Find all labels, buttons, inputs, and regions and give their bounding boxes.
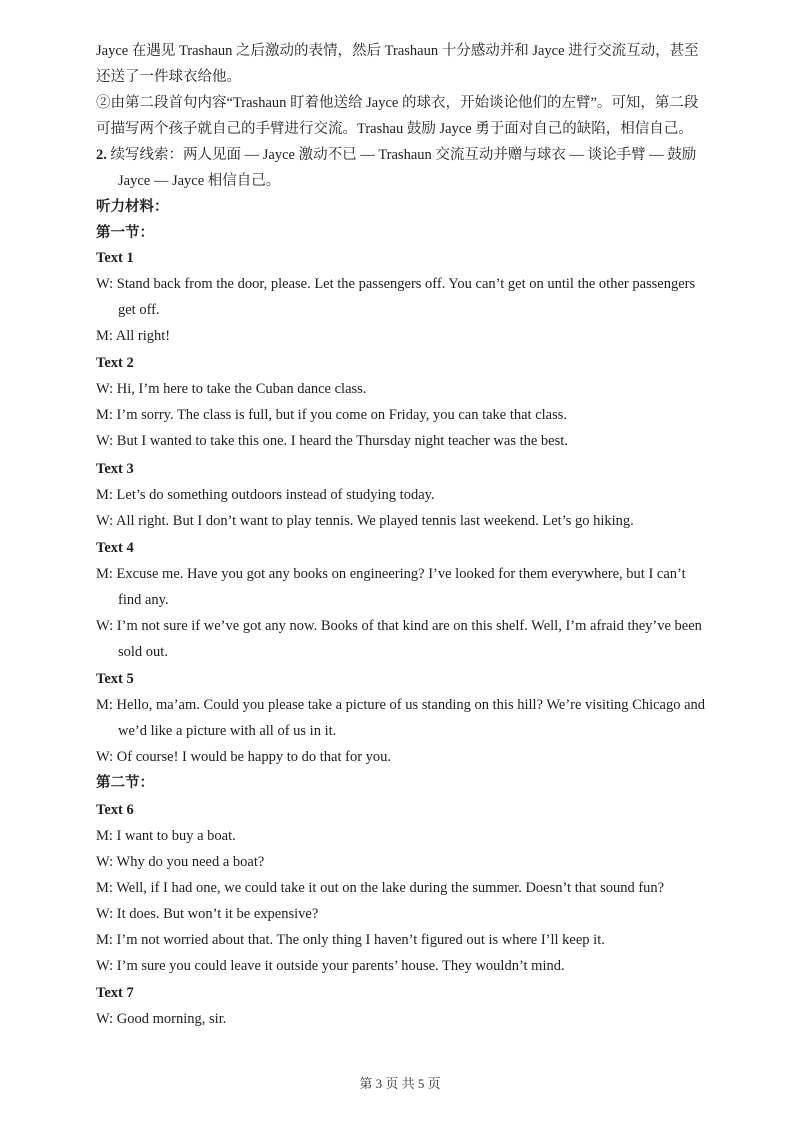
dialogue-line: W: I’m sure you could leave it outside your parents’ house. They wouldn’t mind. <box>96 958 565 974</box>
text-title: Text 3 <box>96 461 134 477</box>
dialogue-line: W: All right. But I don’t want to play tennis. We played tennis last weekend. Let’s go hiking. <box>96 513 634 529</box>
dialogue-line: M: I’m not worried about that. The only thing I haven’t figured out is where I’ll keep it. <box>96 932 605 948</box>
dialogue-line: W: I’m not sure if we’ve got any now. Books of that kind are on this shelf. Well, I’m afraid they’ve been sold out. <box>96 618 702 660</box>
dialogue-line: M: I want to buy a boat. <box>96 828 236 844</box>
text-7 <box>96 980 706 1032</box>
section2-title: 第二节： <box>96 775 154 791</box>
dialogue-line: W: It does. But won’t it be expensive? <box>96 906 319 922</box>
section1-title: 第一节： <box>96 225 154 241</box>
text-title: Text 1 <box>96 250 134 266</box>
text-5 <box>96 666 706 796</box>
clue-number: 2. <box>96 147 107 163</box>
dialogue-line: M: I’m sorry. The class is full, but if you come on Friday, you can take that class. <box>96 407 568 423</box>
dialogue-line: M: Well, if I had one, we could take it out on the lake during the summer. Doesn’t that sound fun? <box>96 880 665 896</box>
text-title: Text 7 <box>96 985 134 1001</box>
text-1 <box>96 245 706 349</box>
clue-text: 续写线索：两人见面 — Jayce 激动不已 — Trashaun 交流互动并赠与球衣 — 谈论手臂 — 鼓励 Jayce — Jayce 相信自己。 <box>110 147 697 189</box>
text-title: Text 5 <box>96 671 134 687</box>
dialogue-line: M: Excuse me. Have you got any books on engineering? I’ve looked for them everywhere, but I can’t find any. <box>96 566 686 608</box>
dialogue-line: W: Why do you need a boat? <box>96 854 265 870</box>
dialogue-line: W: But I wanted to take this one. I heard the Thursday night teacher was the best. <box>96 433 568 449</box>
dialogue-line: W: Hi, I’m here to take the Cuban dance class. <box>96 381 367 397</box>
intro-line: Jayce 在遇见 Trashaun 之后激动的表情，然后 Trashaun 十分感动并和 Jayce 进行交流互动，甚至还送了一件球衣给他。 <box>96 43 699 85</box>
text-3 <box>96 456 706 534</box>
text-4 <box>96 535 706 665</box>
dialogue-line: W: Of course! I would be happy to do that for you. <box>96 749 392 765</box>
text-title: Text 6 <box>96 802 134 818</box>
page-footer: 第 3 页 共 5 页 <box>359 1076 441 1091</box>
dialogue-line: M: All right! <box>96 328 171 344</box>
text-2 <box>96 350 706 454</box>
intro-block <box>96 38 706 246</box>
dialogue-line: W: Good morning, sir. <box>96 1011 227 1027</box>
dialogue-line: W: Stand back from the door, please. Let the passengers off. You can’t get on until the other passengers get off. <box>96 276 696 318</box>
dialogue-line: M: Hello, ma’am. Could you please take a picture of us standing on this hill? We’re visiting Chicago and we’d like a picture with all of us in it. <box>96 697 706 739</box>
text-title: Text 2 <box>96 355 134 371</box>
text-title: Text 4 <box>96 540 134 556</box>
dialogue-line: M: Let’s do something outdoors instead of studying today. <box>96 487 435 503</box>
listening-title: 听力材料： <box>96 199 169 215</box>
clue-paragraph <box>96 142 706 194</box>
intro-point-2: ②由第二段首句内容“Trashaun 盯着他送给 Jayce 的球衣，开始谈论他们的左臂”。可知，第二段可描写两个孩子就自己的手臂进行交流。Trashau 鼓励 Jayce 勇于面对自己的缺陷，相信自己。 <box>96 95 699 137</box>
text-6 <box>96 797 706 979</box>
